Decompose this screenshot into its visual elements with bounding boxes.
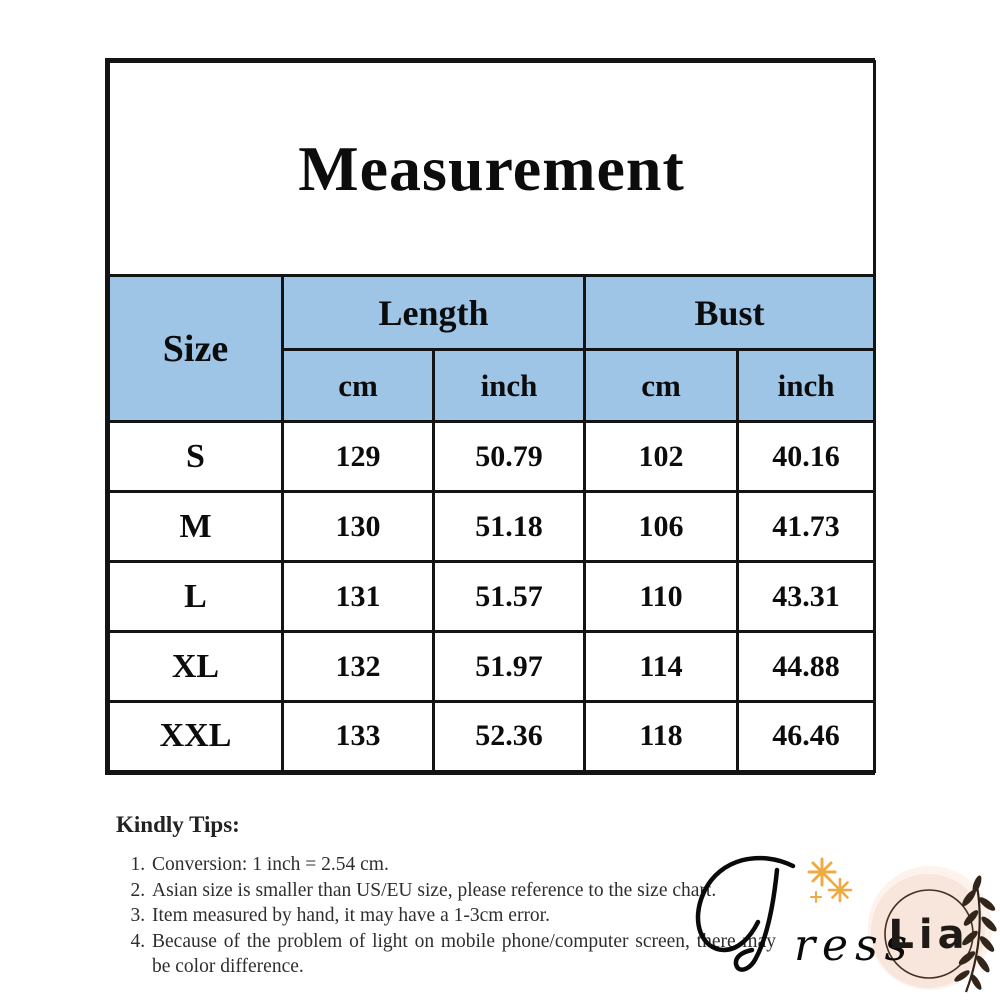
bust-inch-value: 40.16: [738, 422, 875, 492]
bust-cm-value: 118: [585, 701, 738, 771]
length-column-header: Length: [283, 276, 585, 350]
bust-cm-value: 110: [585, 562, 738, 632]
bust-cm-header: cm: [585, 350, 738, 422]
length-cm-value: 133: [283, 701, 434, 771]
tips-heading: Kindly Tips:: [116, 812, 240, 837]
size-label: XL: [109, 632, 283, 702]
length-cm-value: 131: [283, 562, 434, 632]
bust-inch-value: 44.88: [738, 632, 875, 702]
length-inch-value: 52.36: [434, 701, 585, 771]
bust-inch-header: inch: [738, 350, 875, 422]
script-initial-d: [698, 858, 793, 970]
length-inch-value: 51.97: [434, 632, 585, 702]
length-cm-value: 129: [283, 422, 434, 492]
length-cm-header: cm: [283, 350, 434, 422]
sparkles-icon: [809, 859, 851, 902]
brand-logo: [680, 840, 1000, 1000]
length-inch-value: 51.18: [434, 492, 585, 562]
tip-item: 2. Asian size is smaller than US/EU size, please reference to the size chart.: [150, 878, 776, 904]
length-cm-value: 130: [283, 492, 434, 562]
script-text: ress: [794, 920, 915, 971]
bust-cm-value: 114: [585, 632, 738, 702]
group-header-row: [109, 276, 875, 350]
bust-cm-value: 102: [585, 422, 738, 492]
kindly-tips-section: [116, 812, 776, 980]
measurement-title: Measurement: [109, 62, 875, 276]
badge-text: Lia: [888, 912, 970, 958]
title-row: [109, 62, 875, 276]
bust-inch-value: 46.46: [738, 701, 875, 771]
table-row-s: [109, 422, 875, 492]
brand-watermark: [680, 840, 1000, 1000]
length-inch-value: 51.57: [434, 562, 585, 632]
table-row-xl: [109, 632, 875, 702]
table-row-m: [109, 492, 875, 562]
tips-list: [116, 852, 776, 980]
size-label: L: [109, 562, 283, 632]
tip-item: 4. Because of the problem of light on mobile phone/computer screen, there may be color difference.: [150, 929, 776, 980]
table-row-xxl: [109, 701, 875, 771]
bust-inch-value: 41.73: [738, 492, 875, 562]
tip-item: 1. Conversion: 1 inch = 2.54 cm.: [150, 852, 776, 878]
length-inch-header: inch: [434, 350, 585, 422]
bust-inch-value: 43.31: [738, 562, 875, 632]
bust-column-header: Bust: [585, 276, 875, 350]
size-label: S: [109, 422, 283, 492]
bust-cm-value: 106: [585, 492, 738, 562]
tip-item: 3. Item measured by hand, it may have a 1-3cm error.: [150, 903, 776, 929]
length-inch-value: 50.79: [434, 422, 585, 492]
size-label: M: [109, 492, 283, 562]
length-cm-value: 132: [283, 632, 434, 702]
size-column-header: Size: [109, 276, 283, 422]
measurement-card: [105, 58, 875, 775]
size-label: XXL: [109, 701, 283, 771]
size-table: [107, 60, 876, 773]
table-row-l: [109, 562, 875, 632]
